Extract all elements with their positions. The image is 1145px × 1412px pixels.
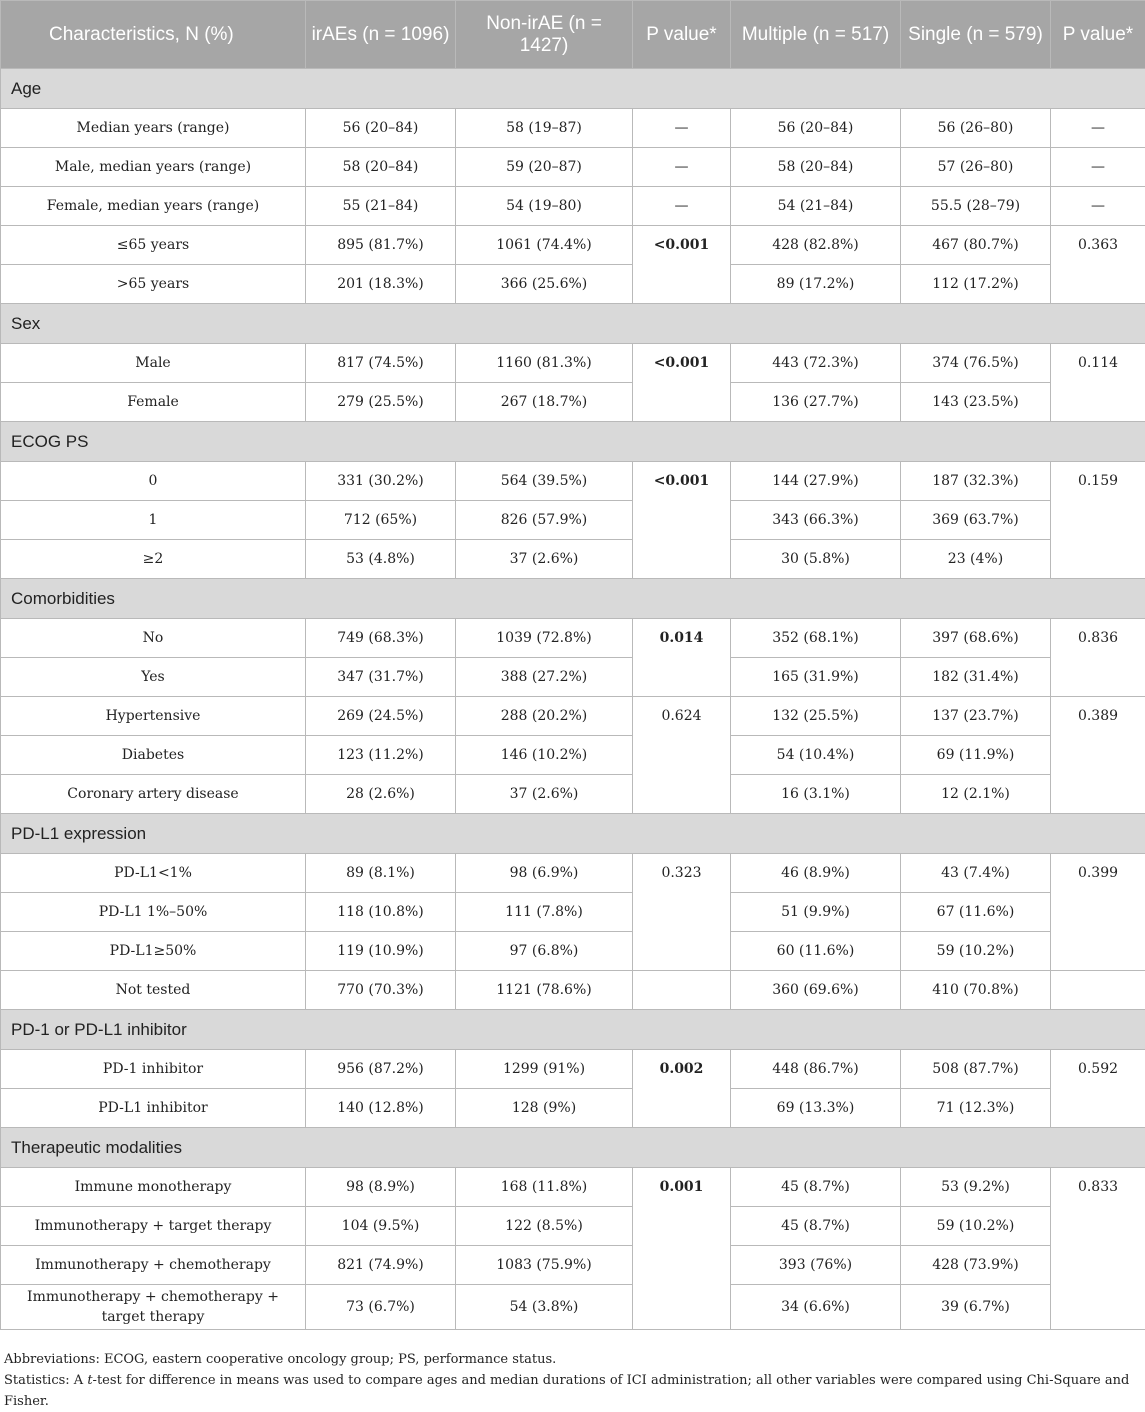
cell-iraes: 140 (12.8%) bbox=[306, 1089, 456, 1128]
table-row bbox=[1, 1089, 1145, 1128]
table-row bbox=[1, 893, 1145, 932]
cell-non-irae: 146 (10.2%) bbox=[456, 736, 633, 775]
cell-iraes: 58 (20–84) bbox=[306, 148, 456, 187]
cell-single: 369 (63.7%) bbox=[901, 501, 1051, 540]
table-row bbox=[1, 1285, 1145, 1330]
cell-p-value-1: — bbox=[633, 187, 731, 226]
header-iraes: irAEs (n = 1096) bbox=[306, 1, 456, 69]
statistics-suffix: -test for difference in means was used to compare ages and median durations of ICI administration; all other variables were compared using Chi-Square and Fisher. bbox=[4, 1373, 1129, 1409]
cell-p-value-1: 0.624 bbox=[633, 697, 731, 814]
cell-non-irae: 1121 (78.6%) bbox=[456, 971, 633, 1010]
cell-multiple: 428 (82.8%) bbox=[731, 226, 901, 265]
table-row bbox=[1, 932, 1145, 971]
table-row bbox=[1, 148, 1145, 187]
cell-single: 428 (73.9%) bbox=[901, 1246, 1051, 1285]
table-row bbox=[1, 619, 1145, 658]
cell-multiple: 360 (69.6%) bbox=[731, 971, 901, 1010]
cell-p-value-1: <0.001 bbox=[633, 344, 731, 422]
cell-iraes: 269 (24.5%) bbox=[306, 697, 456, 736]
cell-multiple: 352 (68.1%) bbox=[731, 619, 901, 658]
cell-p-value-2: — bbox=[1051, 187, 1145, 226]
cell-iraes: 821 (74.9%) bbox=[306, 1246, 456, 1285]
row-label: No bbox=[1, 619, 306, 658]
table-row bbox=[1, 971, 1145, 1010]
cell-non-irae: 37 (2.6%) bbox=[456, 775, 633, 814]
row-label: 0 bbox=[1, 462, 306, 501]
row-label: Hypertensive bbox=[1, 697, 306, 736]
row-label: >65 years bbox=[1, 265, 306, 304]
cell-single: 23 (4%) bbox=[901, 540, 1051, 579]
header-characteristics: Characteristics, N (%) bbox=[1, 1, 306, 69]
table-row bbox=[1, 226, 1145, 265]
cell-p-value-2: 0.836 bbox=[1051, 619, 1145, 697]
cell-p-value-1: <0.001 bbox=[633, 226, 731, 304]
table-row bbox=[1, 1168, 1145, 1207]
cell-p-value-1: 0.014 bbox=[633, 619, 731, 697]
abbreviations-note: Abbreviations: ECOG, eastern cooperative oncology group; PS, performance status. bbox=[4, 1349, 1139, 1370]
cell-non-irae: 288 (20.2%) bbox=[456, 697, 633, 736]
cell-p-value-2: — bbox=[1051, 148, 1145, 187]
cell-multiple: 69 (13.3%) bbox=[731, 1089, 901, 1128]
section-title: PD-L1 expression bbox=[1, 814, 1145, 854]
cell-non-irae: 1299 (91%) bbox=[456, 1050, 633, 1089]
row-label: PD-L1≥50% bbox=[1, 932, 306, 971]
row-label: Female bbox=[1, 383, 306, 422]
cell-multiple: 136 (27.7%) bbox=[731, 383, 901, 422]
cell-multiple: 132 (25.5%) bbox=[731, 697, 901, 736]
cell-multiple: 46 (8.9%) bbox=[731, 854, 901, 893]
row-label: PD-L1<1% bbox=[1, 854, 306, 893]
cell-non-irae: 1061 (74.4%) bbox=[456, 226, 633, 265]
cell-multiple: 51 (9.9%) bbox=[731, 893, 901, 932]
row-label: Median years (range) bbox=[1, 109, 306, 148]
row-label: Yes bbox=[1, 658, 306, 697]
cell-iraes: 28 (2.6%) bbox=[306, 775, 456, 814]
cell-p-value-1: <0.001 bbox=[633, 462, 731, 579]
cell-non-irae: 54 (19–80) bbox=[456, 187, 633, 226]
cell-multiple: 54 (10.4%) bbox=[731, 736, 901, 775]
cell-multiple: 448 (86.7%) bbox=[731, 1050, 901, 1089]
row-label: Immunotherapy + target therapy bbox=[1, 1207, 306, 1246]
table-row bbox=[1, 1207, 1145, 1246]
cell-iraes: 98 (8.9%) bbox=[306, 1168, 456, 1207]
cell-single: 410 (70.8%) bbox=[901, 971, 1051, 1010]
statistics-prefix: Statistics: A bbox=[4, 1373, 87, 1388]
cell-non-irae: 366 (25.6%) bbox=[456, 265, 633, 304]
cell-single: 187 (32.3%) bbox=[901, 462, 1051, 501]
cell-multiple: 144 (27.9%) bbox=[731, 462, 901, 501]
table-row bbox=[1, 265, 1145, 304]
cell-p-value-2: 0.833 bbox=[1051, 1168, 1145, 1330]
table-row bbox=[1, 697, 1145, 736]
cell-iraes: 279 (25.5%) bbox=[306, 383, 456, 422]
row-label: Diabetes bbox=[1, 736, 306, 775]
cell-multiple: 16 (3.1%) bbox=[731, 775, 901, 814]
cell-multiple: 45 (8.7%) bbox=[731, 1207, 901, 1246]
section-title: Sex bbox=[1, 304, 1145, 344]
table-footnotes bbox=[4, 1349, 1139, 1412]
cell-iraes: 118 (10.8%) bbox=[306, 893, 456, 932]
cell-single: 43 (7.4%) bbox=[901, 854, 1051, 893]
table-row bbox=[1, 540, 1145, 579]
cell-multiple: 58 (20–84) bbox=[731, 148, 901, 187]
cell-iraes: 712 (65%) bbox=[306, 501, 456, 540]
cell-non-irae: 111 (7.8%) bbox=[456, 893, 633, 932]
cell-single: 71 (12.3%) bbox=[901, 1089, 1051, 1128]
cell-multiple: 60 (11.6%) bbox=[731, 932, 901, 971]
cell-p-value-1: 0.002 bbox=[633, 1050, 731, 1128]
header-non-irae: Non-irAE (n = 1427) bbox=[456, 1, 633, 69]
cell-non-irae: 388 (27.2%) bbox=[456, 658, 633, 697]
section-title: Comorbidities bbox=[1, 579, 1145, 619]
statistics-note bbox=[4, 1370, 1139, 1412]
cell-multiple: 54 (21–84) bbox=[731, 187, 901, 226]
section-row-pdl1 bbox=[1, 814, 1145, 854]
row-label: Not tested bbox=[1, 971, 306, 1010]
cell-single: 56 (26–80) bbox=[901, 109, 1051, 148]
cell-p-value-2: 0.389 bbox=[1051, 697, 1145, 814]
cell-single: 69 (11.9%) bbox=[901, 736, 1051, 775]
section-row-therapy bbox=[1, 1128, 1145, 1168]
section-row-age bbox=[1, 69, 1145, 109]
cell-iraes: 56 (20–84) bbox=[306, 109, 456, 148]
cell-non-irae: 267 (18.7%) bbox=[456, 383, 633, 422]
cell-multiple: 56 (20–84) bbox=[731, 109, 901, 148]
cell-single: 12 (2.1%) bbox=[901, 775, 1051, 814]
cell-iraes: 53 (4.8%) bbox=[306, 540, 456, 579]
cell-iraes: 119 (10.9%) bbox=[306, 932, 456, 971]
cell-non-irae: 98 (6.9%) bbox=[456, 854, 633, 893]
section-title: ECOG PS bbox=[1, 422, 1145, 462]
section-row-ecog bbox=[1, 422, 1145, 462]
cell-iraes: 347 (31.7%) bbox=[306, 658, 456, 697]
cell-non-irae: 564 (39.5%) bbox=[456, 462, 633, 501]
section-row-sex bbox=[1, 304, 1145, 344]
cell-multiple: 393 (76%) bbox=[731, 1246, 901, 1285]
cell-iraes: 104 (9.5%) bbox=[306, 1207, 456, 1246]
cell-iraes: 331 (30.2%) bbox=[306, 462, 456, 501]
cell-iraes: 817 (74.5%) bbox=[306, 344, 456, 383]
cell-multiple: 89 (17.2%) bbox=[731, 265, 901, 304]
cell-iraes: 956 (87.2%) bbox=[306, 1050, 456, 1089]
table-row bbox=[1, 344, 1145, 383]
cell-single: 143 (23.5%) bbox=[901, 383, 1051, 422]
cell-p-value-1: — bbox=[633, 109, 731, 148]
cell-p-value-1: 0.323 bbox=[633, 854, 731, 971]
cell-non-irae: 168 (11.8%) bbox=[456, 1168, 633, 1207]
cell-iraes: 123 (11.2%) bbox=[306, 736, 456, 775]
row-label: PD-L1 inhibitor bbox=[1, 1089, 306, 1128]
cell-p-value-2: 0.399 bbox=[1051, 854, 1145, 971]
cell-non-irae: 58 (19–87) bbox=[456, 109, 633, 148]
cell-single: 59 (10.2%) bbox=[901, 1207, 1051, 1246]
row-label: Immune monotherapy bbox=[1, 1168, 306, 1207]
table-row bbox=[1, 775, 1145, 814]
cell-multiple: 443 (72.3%) bbox=[731, 344, 901, 383]
header-p-value-1: P value* bbox=[633, 1, 731, 69]
cell-iraes: 89 (8.1%) bbox=[306, 854, 456, 893]
table-row bbox=[1, 1050, 1145, 1089]
cell-p-value-1: — bbox=[633, 148, 731, 187]
cell-non-irae: 826 (57.9%) bbox=[456, 501, 633, 540]
cell-multiple: 34 (6.6%) bbox=[731, 1285, 901, 1330]
section-row-inhibitor bbox=[1, 1010, 1145, 1050]
cell-iraes: 55 (21–84) bbox=[306, 187, 456, 226]
cell-single: 59 (10.2%) bbox=[901, 932, 1051, 971]
cell-iraes: 895 (81.7%) bbox=[306, 226, 456, 265]
cell-single: 374 (76.5%) bbox=[901, 344, 1051, 383]
row-label: ≥2 bbox=[1, 540, 306, 579]
section-title: PD-1 or PD-L1 inhibitor bbox=[1, 1010, 1145, 1050]
cell-single: 137 (23.7%) bbox=[901, 697, 1051, 736]
table-row bbox=[1, 462, 1145, 501]
table-row bbox=[1, 736, 1145, 775]
cell-non-irae: 1039 (72.8%) bbox=[456, 619, 633, 658]
header-row bbox=[1, 1, 1145, 69]
cell-single: 67 (11.6%) bbox=[901, 893, 1051, 932]
row-label: Coronary artery disease bbox=[1, 775, 306, 814]
header-p-value-2: P value* bbox=[1051, 1, 1145, 69]
cell-non-irae: 128 (9%) bbox=[456, 1089, 633, 1128]
cell-non-irae: 1160 (81.3%) bbox=[456, 344, 633, 383]
table-row bbox=[1, 383, 1145, 422]
cell-non-irae: 97 (6.8%) bbox=[456, 932, 633, 971]
cell-non-irae: 59 (20–87) bbox=[456, 148, 633, 187]
cell-single: 182 (31.4%) bbox=[901, 658, 1051, 697]
table-row bbox=[1, 187, 1145, 226]
cell-non-irae: 37 (2.6%) bbox=[456, 540, 633, 579]
table-row bbox=[1, 854, 1145, 893]
cell-iraes: 749 (68.3%) bbox=[306, 619, 456, 658]
cell-single: 508 (87.7%) bbox=[901, 1050, 1051, 1089]
table-row bbox=[1, 1246, 1145, 1285]
cell-multiple: 45 (8.7%) bbox=[731, 1168, 901, 1207]
cell-multiple: 165 (31.9%) bbox=[731, 658, 901, 697]
cell-iraes: 73 (6.7%) bbox=[306, 1285, 456, 1330]
cell-single: 39 (6.7%) bbox=[901, 1285, 1051, 1330]
cell-p-value-1: 0.001 bbox=[633, 1168, 731, 1330]
section-title: Therapeutic modalities bbox=[1, 1128, 1145, 1168]
cell-single: 53 (9.2%) bbox=[901, 1168, 1051, 1207]
cell-iraes: 770 (70.3%) bbox=[306, 971, 456, 1010]
cell-p-value-2: 0.114 bbox=[1051, 344, 1145, 422]
row-label: Immunotherapy + chemotherapy bbox=[1, 1246, 306, 1285]
cell-non-irae: 122 (8.5%) bbox=[456, 1207, 633, 1246]
cell-non-irae: 1083 (75.9%) bbox=[456, 1246, 633, 1285]
row-label: Immunotherapy + chemotherapy + target therapy bbox=[1, 1285, 306, 1330]
statistics-italic-t: t bbox=[87, 1373, 92, 1388]
header-single: Single (n = 579) bbox=[901, 1, 1051, 69]
cell-p-value-2 bbox=[1051, 971, 1145, 1010]
row-label: Male, median years (range) bbox=[1, 148, 306, 187]
cell-p-value-2: 0.592 bbox=[1051, 1050, 1145, 1128]
cell-p-value-2: — bbox=[1051, 109, 1145, 148]
cell-multiple: 343 (66.3%) bbox=[731, 501, 901, 540]
table-row bbox=[1, 109, 1145, 148]
row-label: 1 bbox=[1, 501, 306, 540]
section-title: Age bbox=[1, 69, 1145, 109]
row-label: PD-L1 1%–50% bbox=[1, 893, 306, 932]
cell-p-value-2: 0.159 bbox=[1051, 462, 1145, 579]
cell-single: 55.5 (28–79) bbox=[901, 187, 1051, 226]
cell-multiple: 30 (5.8%) bbox=[731, 540, 901, 579]
row-label: ≤65 years bbox=[1, 226, 306, 265]
cell-iraes: 201 (18.3%) bbox=[306, 265, 456, 304]
cell-p-value-2: 0.363 bbox=[1051, 226, 1145, 304]
cell-single: 112 (17.2%) bbox=[901, 265, 1051, 304]
cell-p-value-1 bbox=[633, 971, 731, 1010]
header-multiple: Multiple (n = 517) bbox=[731, 1, 901, 69]
cell-single: 467 (80.7%) bbox=[901, 226, 1051, 265]
table-row bbox=[1, 501, 1145, 540]
cell-single: 57 (26–80) bbox=[901, 148, 1051, 187]
table-row bbox=[1, 658, 1145, 697]
section-row-comorbidities bbox=[1, 579, 1145, 619]
row-label: Male bbox=[1, 344, 306, 383]
row-label: Female, median years (range) bbox=[1, 187, 306, 226]
cell-single: 397 (68.6%) bbox=[901, 619, 1051, 658]
row-label: PD-1 inhibitor bbox=[1, 1050, 306, 1089]
cell-non-irae: 54 (3.8%) bbox=[456, 1285, 633, 1330]
